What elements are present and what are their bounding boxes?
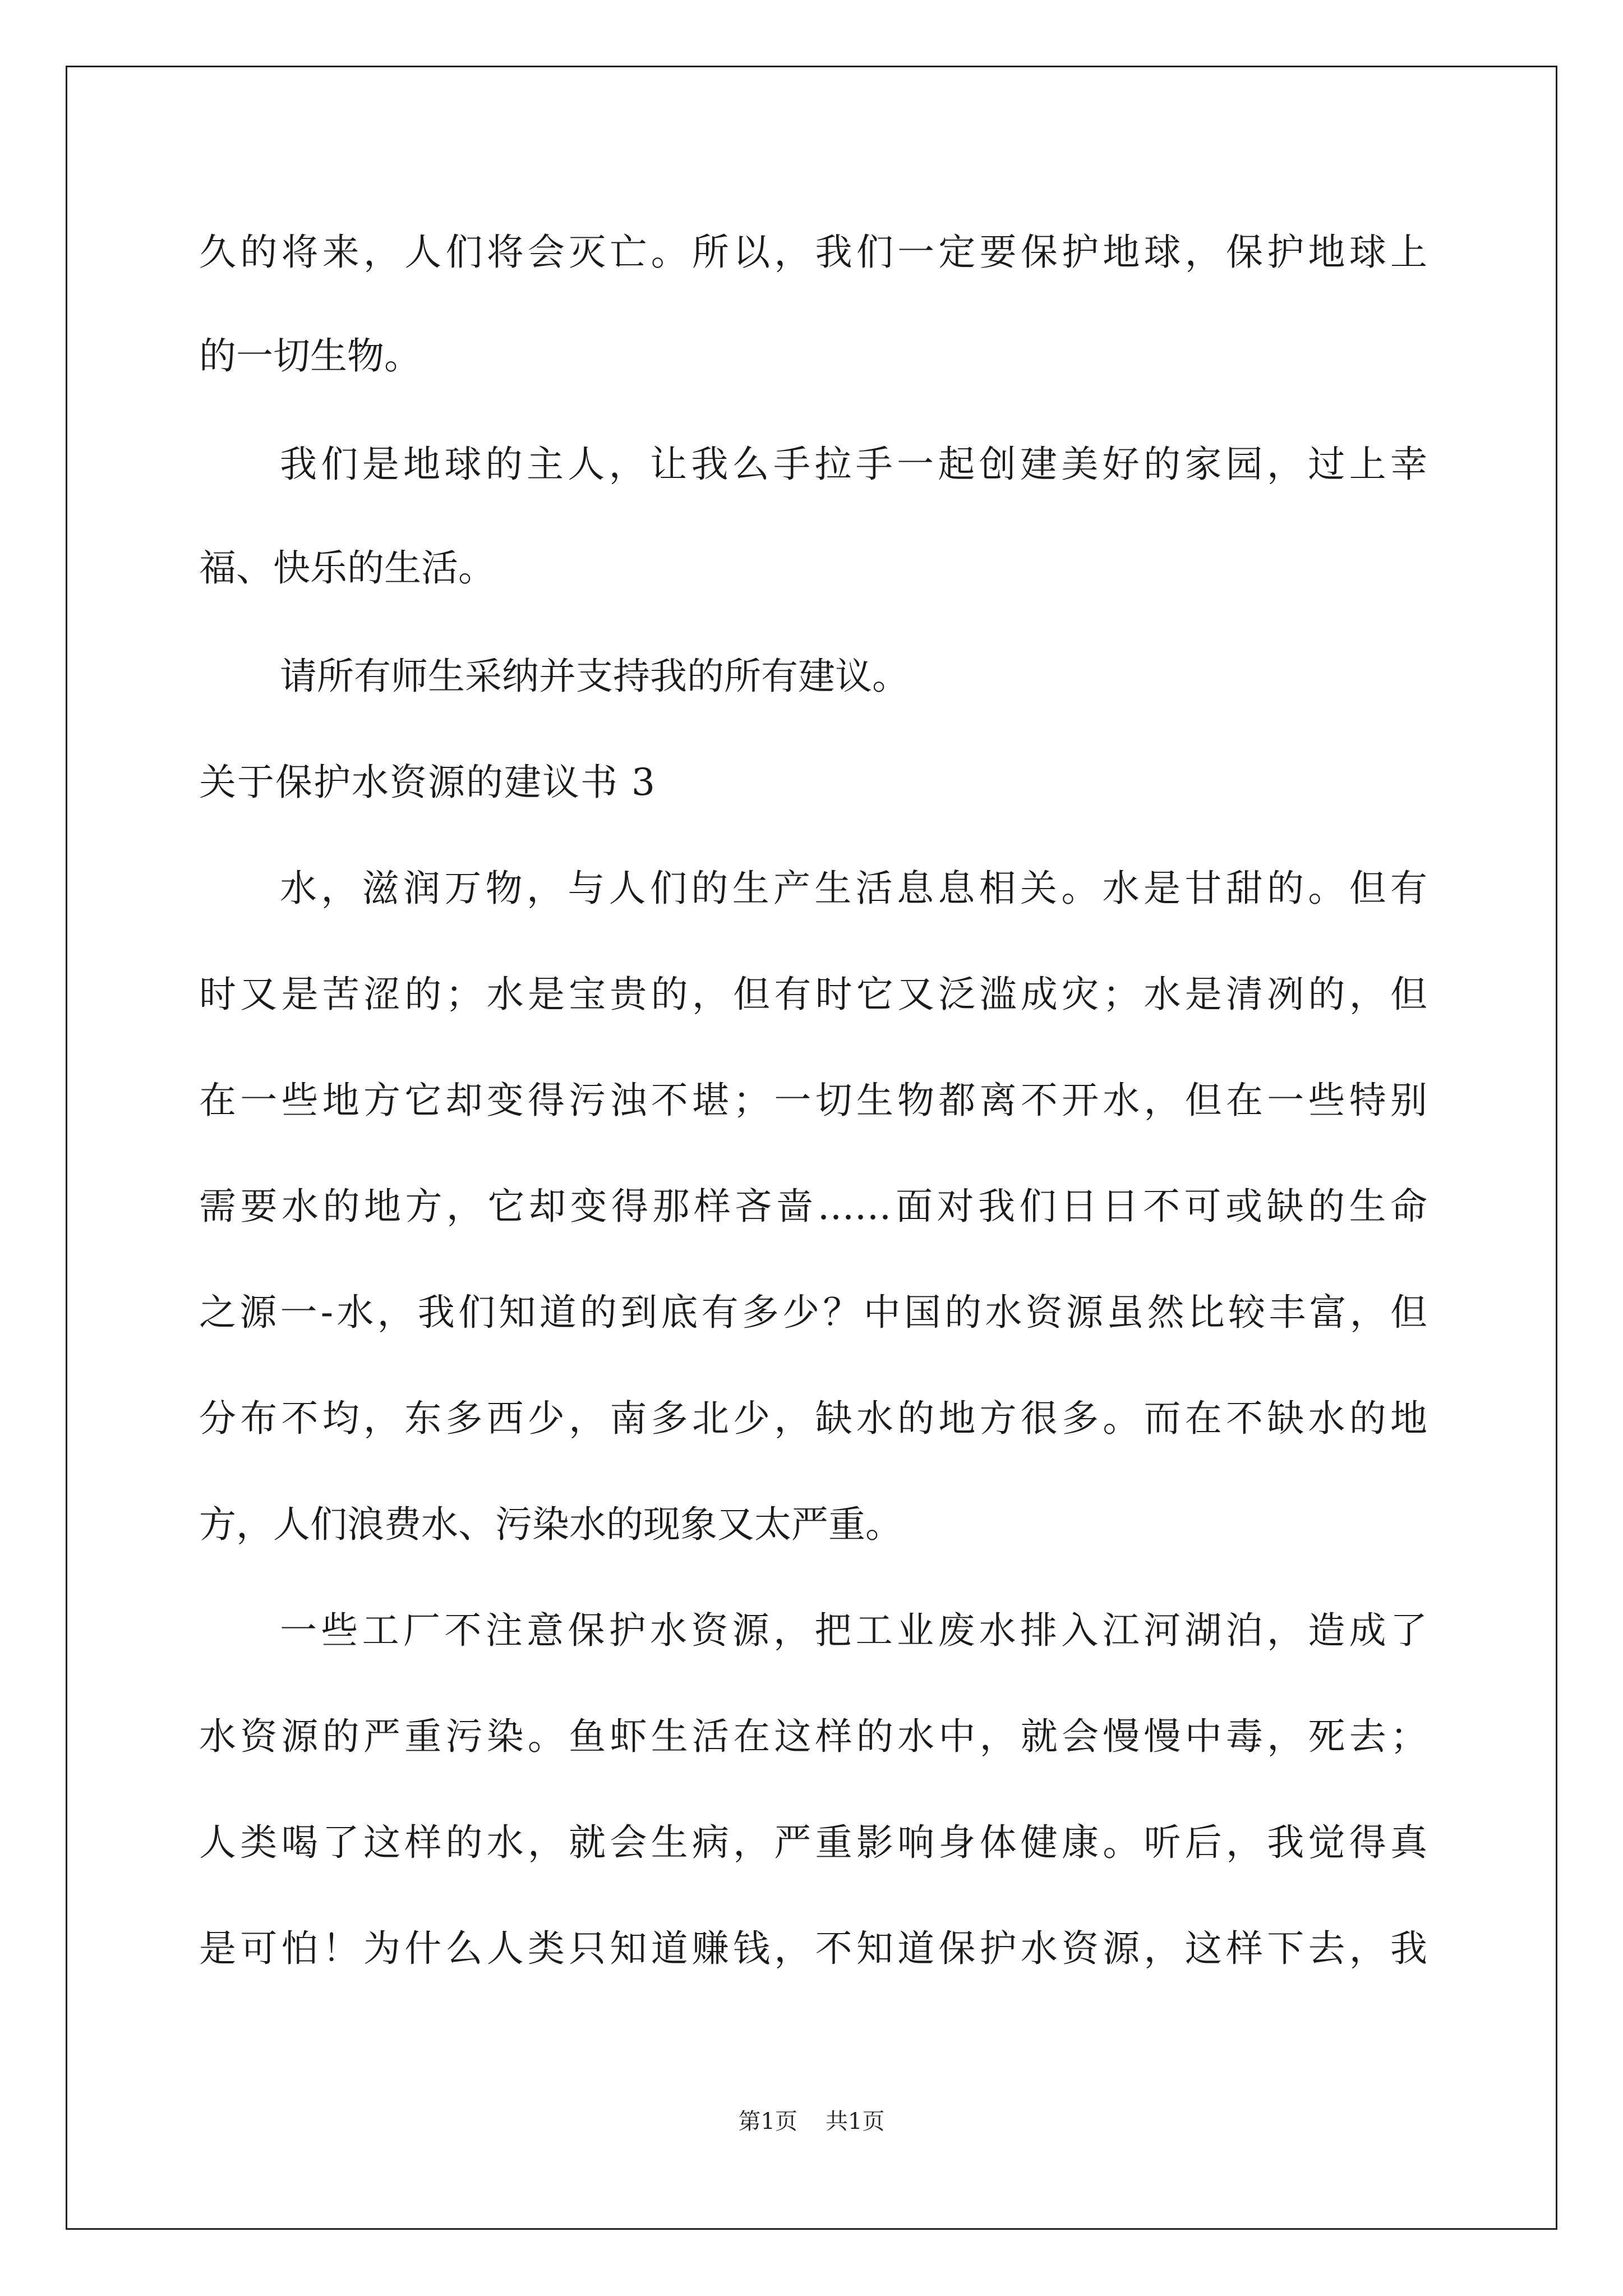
page-border bbox=[66, 66, 1557, 2230]
text-line: 分布不均，东多西少，南多北少，缺水的地方很多。而在不缺水的地 bbox=[199, 1397, 1427, 1440]
text-line: 的一切生物。 bbox=[199, 334, 421, 378]
text-line: 在一些地方它却变得污浊不堪；一切生物都离不开水，但在一些特别 bbox=[199, 1079, 1427, 1122]
text-line: 是可怕！为什么人类只知道赚钱，不知道保护水资源，这样下去，我 bbox=[199, 1927, 1427, 1970]
text-line: 水资源的严重污染。鱼虾生活在这样的水中，就会慢慢中毒，死去； bbox=[199, 1715, 1427, 1758]
paragraph-start-line: 我们是地球的主人，让我么手拉手一起创建美好的家园，过上幸 bbox=[280, 443, 1427, 486]
paragraph-start-line: 一些工厂不注意保护水资源，把工业废水排入江河湖泊，造成了 bbox=[280, 1609, 1427, 1652]
section-heading: 关于保护水资源的建议书 3 bbox=[199, 761, 656, 804]
text-line: 之源一-水，我们知道的到底有多少？中国的水资源虽然比较丰富，但 bbox=[199, 1291, 1427, 1334]
text-line: 方，人们浪费水、污染水的现象又太严重。 bbox=[199, 1503, 902, 1546]
text-line: 久的将来，人们将会灭亡。所以，我们一定要保护地球，保护地球上 bbox=[199, 231, 1427, 274]
paragraph-start-line: 水，滋润万物，与人们的生产生活息息相关。水是甘甜的。但有 bbox=[280, 867, 1427, 910]
page-total: 共1页 bbox=[826, 2109, 885, 2134]
text-line: 需要水的地方，它却变得那样吝啬……面对我们日日不可或缺的生命 bbox=[199, 1185, 1427, 1228]
text-line: 福、快乐的生活。 bbox=[199, 546, 495, 590]
text-line: 时又是苦涩的；水是宝贵的，但有时它又泛滥成灾；水是清冽的，但 bbox=[199, 973, 1427, 1016]
paragraph-start-line: 请所有师生采纳并支持我的所有建议。 bbox=[280, 655, 909, 698]
text-line: 人类喝了这样的水，就会生病，严重影响身体健康。听后，我觉得真 bbox=[199, 1821, 1427, 1864]
page-number: 第1页 bbox=[738, 2109, 797, 2134]
page-footer bbox=[0, 2105, 1623, 2138]
